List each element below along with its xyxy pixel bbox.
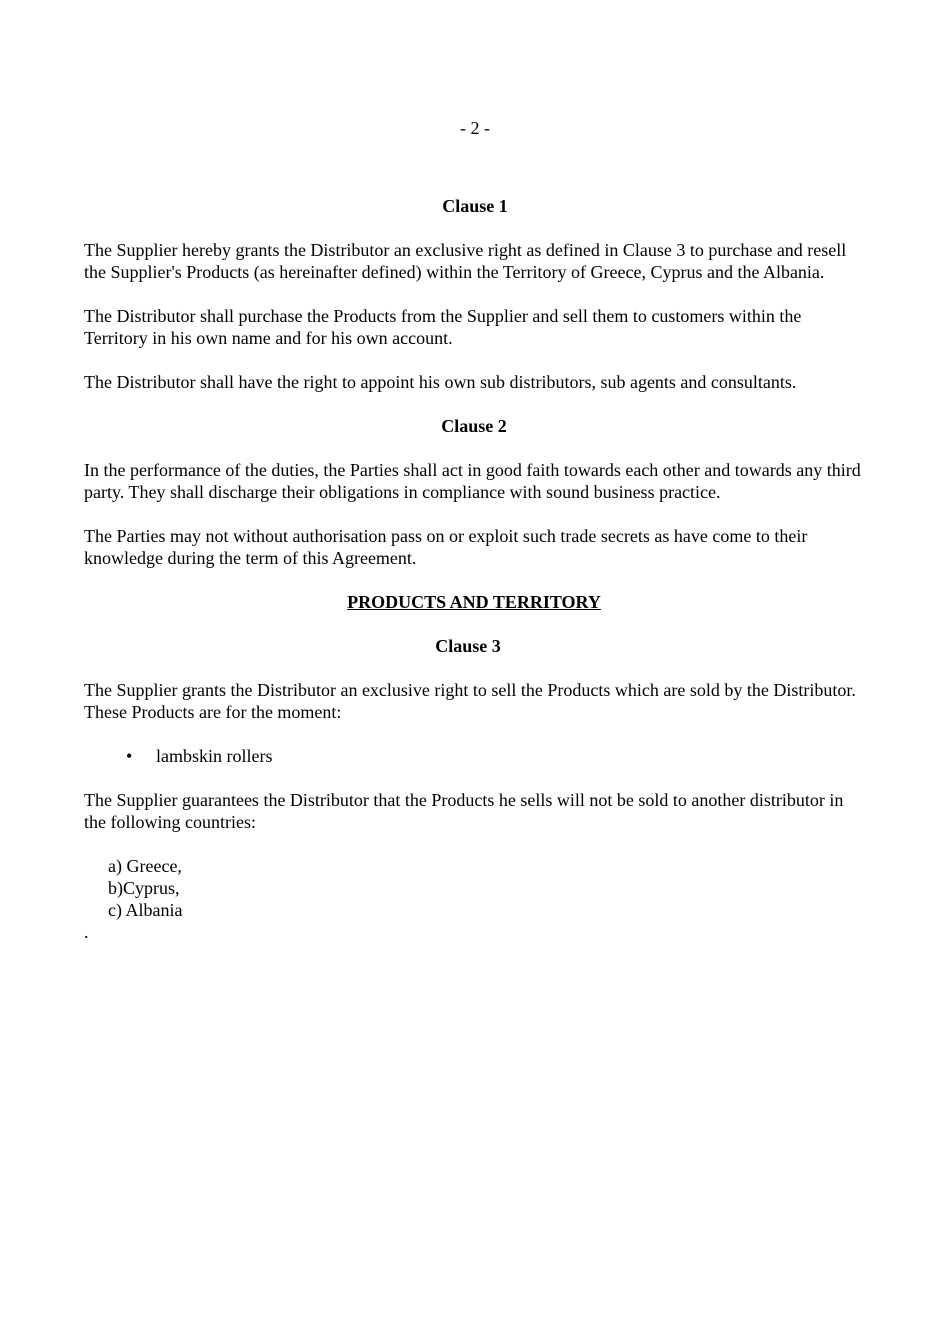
document-body (84, 195, 864, 943)
list-item: a) Greece, (108, 856, 182, 876)
clause-3-intro: The Supplier grants the Distributor an exclusive right to sell the Products which are sold by the Distributor. These Products are for the moment: (84, 680, 856, 722)
trailing-period: . (84, 922, 89, 942)
list-item: b)Cyprus, (108, 878, 180, 898)
clause-1-heading: Clause 1 (442, 196, 508, 216)
section-heading-products-territory: PRODUCTS AND TERRITORY (347, 592, 601, 612)
product-list (84, 745, 864, 767)
clause-1-paragraph-2: The Distributor shall purchase the Products from the Supplier and sell them to customers within the Territory in his own name and for his own account. (84, 306, 802, 348)
clause-2-paragraph-1: In the performance of the duties, the Parties shall act in good faith towards each other and towards any third party. They shall discharge their obligations in compliance with sound business practice. (84, 460, 861, 502)
product-name: lambskin rollers (156, 746, 273, 766)
page-number: - 2 - (460, 118, 490, 138)
clause-3-heading: Clause 3 (435, 636, 501, 656)
bullet-icon: • (126, 746, 133, 766)
clause-3-guarantee: The Supplier guarantees the Distributor that the Products he sells will not be sold to another distributor in the following countries: (84, 790, 844, 832)
clause-2-heading: Clause 2 (441, 416, 507, 436)
list-item (84, 745, 864, 767)
clause-1-paragraph-1: The Supplier hereby grants the Distributor an exclusive right as defined in Clause 3 to purchase and resell the Supplier's Products (as hereinafter defined) within the Territory of Greece, Cyprus and the Albania. (84, 240, 847, 282)
clause-2-paragraph-2: The Parties may not without authorisation pass on or exploit such trade secrets as have come to their knowledge during the term of this Agreement. (84, 526, 808, 568)
country-list (84, 855, 864, 921)
list-item: c) Albania (108, 900, 183, 920)
clause-1-paragraph-3: The Distributor shall have the right to appoint his own sub distributors, sub agents and consultants. (84, 372, 797, 392)
